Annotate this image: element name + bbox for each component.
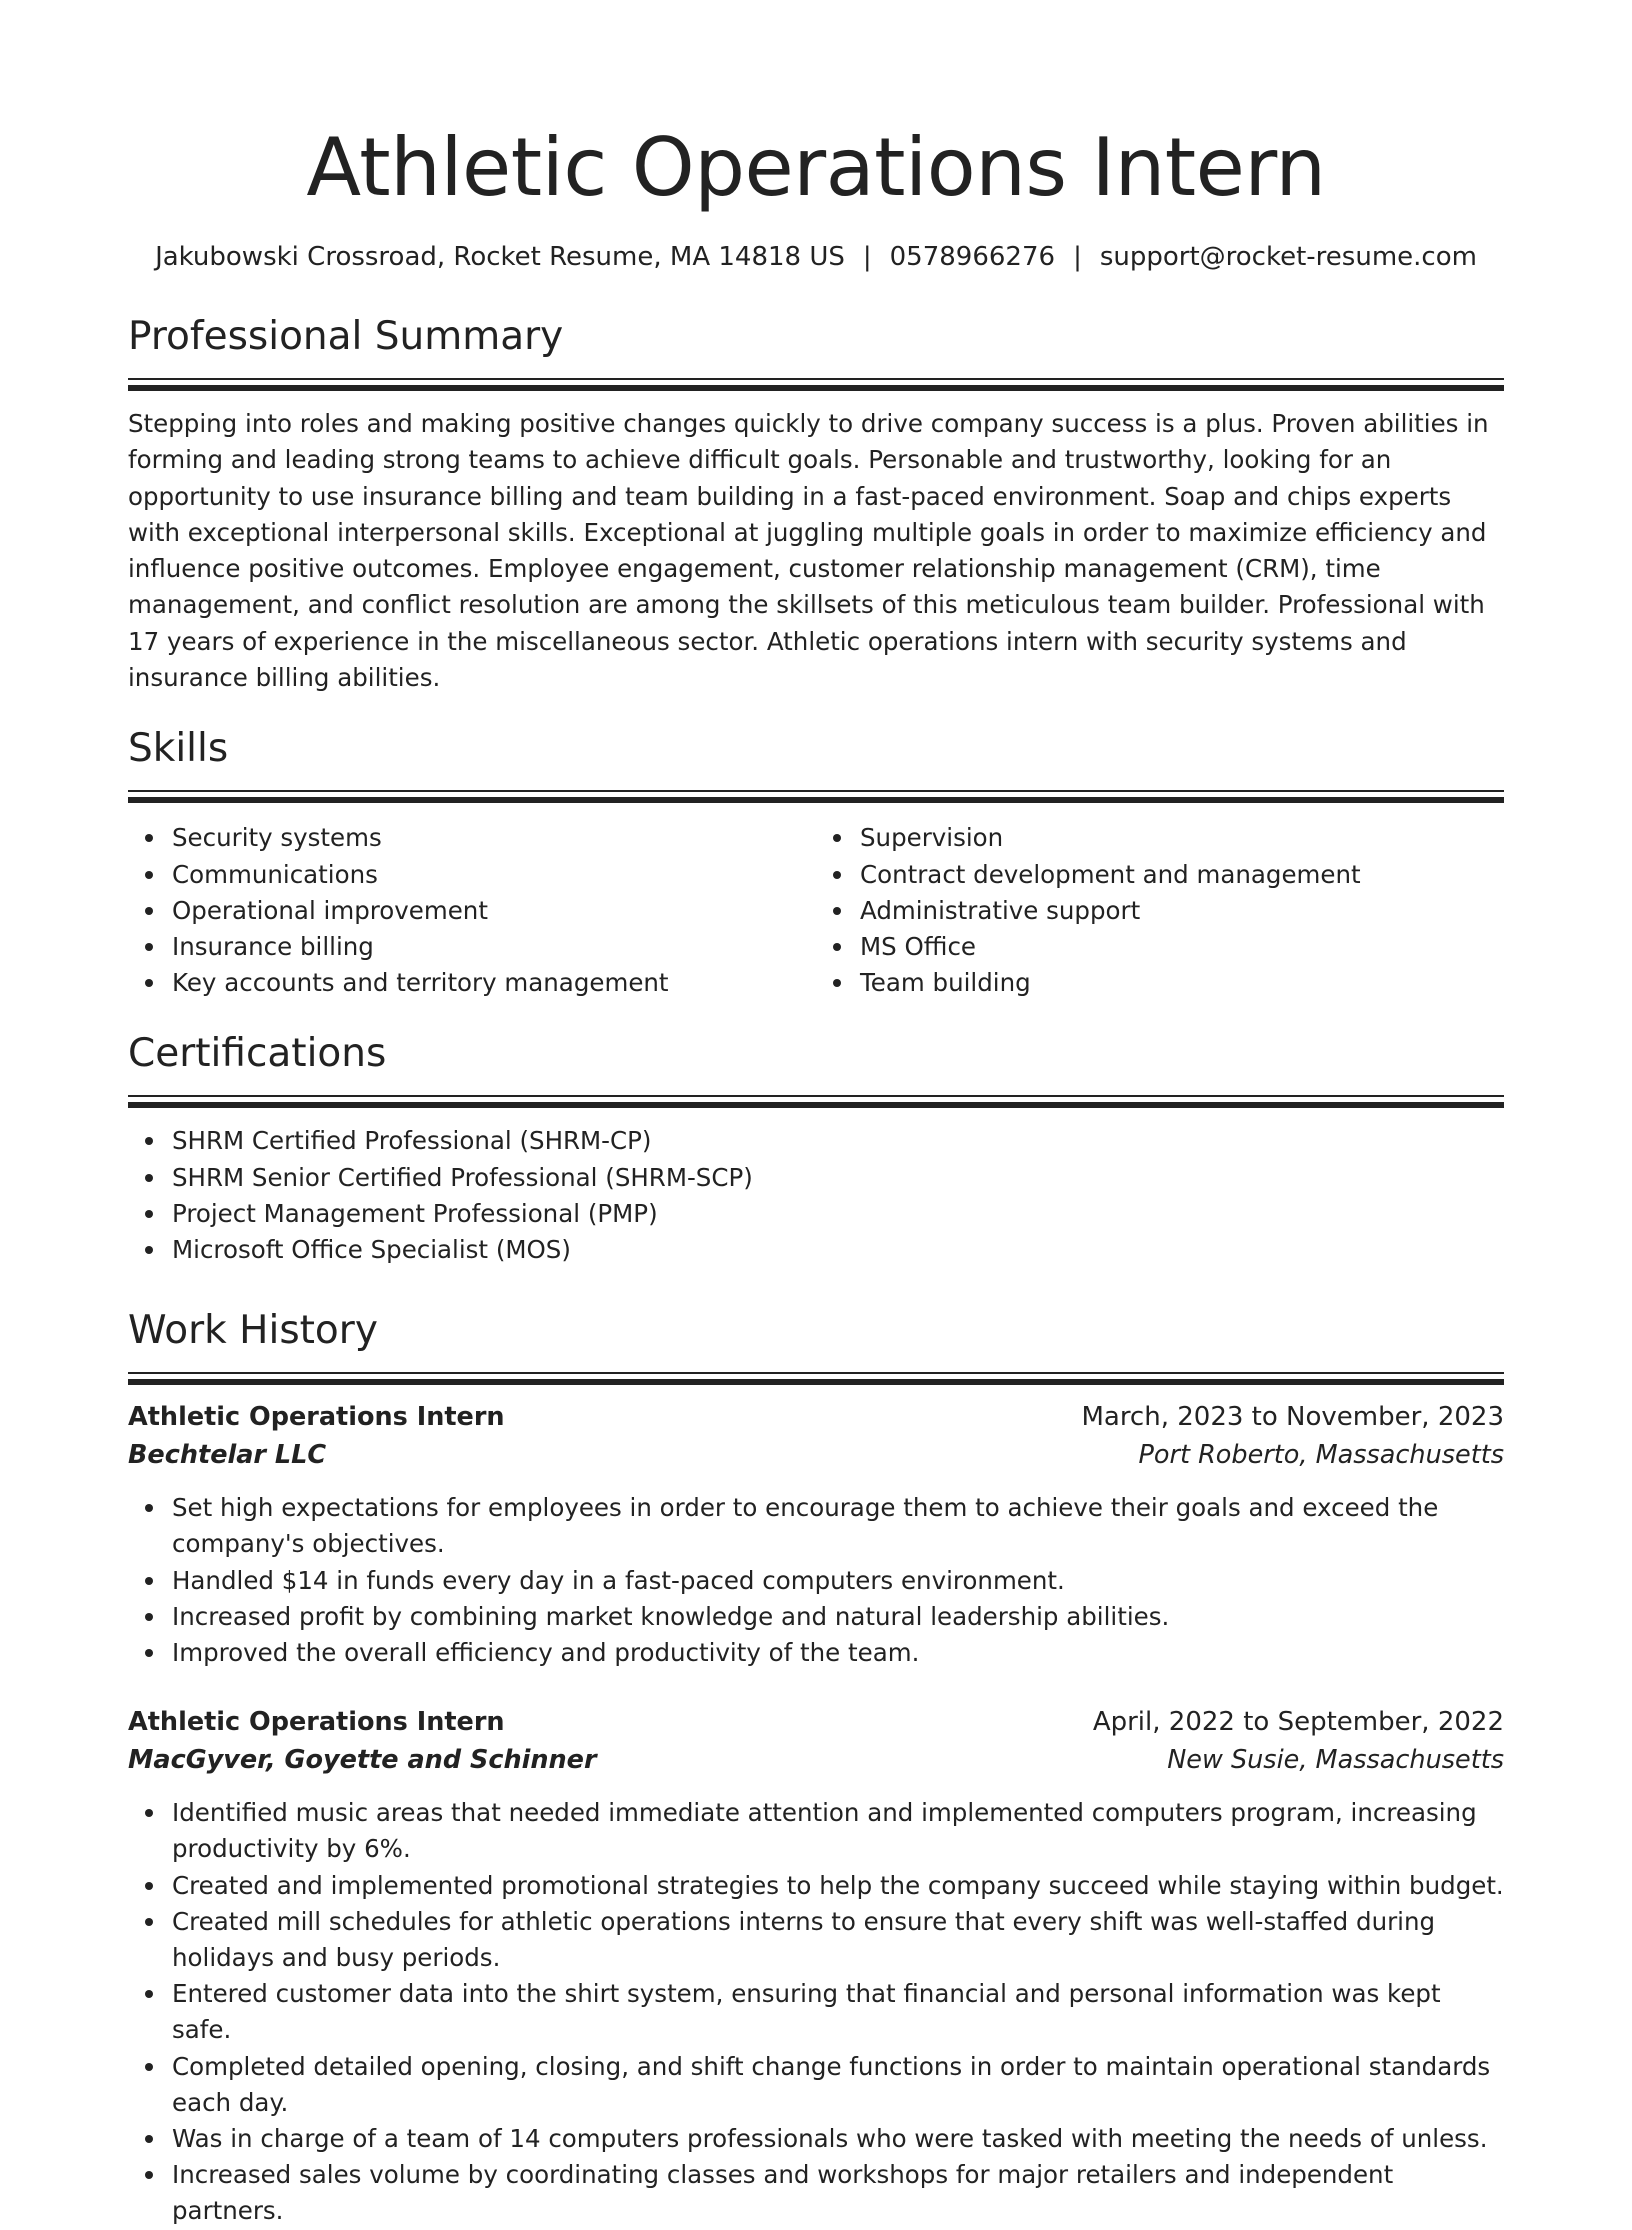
job-entry — [128, 1398, 1504, 1671]
job-bullet: Identified music areas that needed immediate attention and implemented computers program, increasing productivity by 6%. — [172, 1795, 1504, 1867]
job-title: Athletic Operations Intern — [128, 1707, 505, 1738]
candidate-name: Athletic Operations Intern — [306, 121, 1326, 214]
job-bullet: Created mill schedules for athletic operations interns to ensure that every shift was well-staffed during holidays and busy periods. — [172, 1904, 1504, 1976]
job-entry — [128, 1703, 1504, 2229]
section-title-work-history: Work History — [128, 1308, 378, 1354]
job-subheader — [128, 1741, 1504, 1779]
certification-item: SHRM Certified Professional (SHRM-CP) — [172, 1123, 1504, 1159]
contact-email: support@rocket-resume.com — [1099, 242, 1477, 272]
skills-column-left — [128, 820, 816, 1001]
job-bullet: Increased profit by combining market knowledge and natural leadership abilities. — [172, 1599, 1504, 1635]
section-certifications — [128, 1029, 1504, 1268]
job-bullet: Completed detailed opening, closing, and shift change functions in order to maintain operational standards each day. — [172, 2049, 1504, 2121]
job-bullet: Set high expectations for employees in order to encourage them to achieve their goals and exceed the company's objectives. — [172, 1490, 1504, 1562]
section-divider — [128, 1095, 1504, 1109]
section-divider — [128, 378, 1504, 392]
job-bullet: Was in charge of a team of 14 computers professionals who were tasked with meeting the needs of unless. — [172, 2121, 1504, 2157]
skill-item: Communications — [172, 857, 816, 893]
skills-grid — [128, 820, 1504, 1001]
skills-list-left — [128, 820, 816, 1001]
section-summary — [128, 312, 1504, 696]
job-subheader — [128, 1436, 1504, 1474]
certifications-list — [128, 1123, 1504, 1268]
job-bullet: Created and implemented promotional strategies to help the company succeed while staying within budget. — [172, 1868, 1504, 1904]
section-title-summary: Professional Summary — [128, 314, 564, 359]
section-work-history — [128, 1306, 1504, 2229]
summary-text: Stepping into roles and making positive changes quickly to drive company success is a plus. Proven abilities in forming and leading strong teams to achieve difficult goals. Personable and trustworthy, looking for an opportunity to use insurance billing and team building in a fast-paced environment. Soap and chips experts with exceptional interpersonal skills. Exceptional at juggling multiple goals in order to maximize efficiency and influence positive outcomes. Employee engagement, customer relationship management (CRM), time management, and conflict resolution are among the skillsets of this meticulous team builder. Professional with 17 years of experience in the miscellaneous sector. Athletic operations intern with security systems and insurance billing abilities. — [128, 409, 1489, 693]
skills-column-right — [816, 820, 1504, 1001]
section-title-certifications: Certifications — [128, 1031, 387, 1077]
contact-separator: | — [1073, 242, 1082, 272]
contact-address: Jakubowski Crossroad, Rocket Resume, MA 14818 US — [155, 242, 845, 272]
section-divider — [128, 790, 1504, 804]
job-bullet: Increased sales volume by coordinating classes and workshops for major retailers and independent partners. — [172, 2157, 1504, 2229]
skill-item: MS Office — [860, 929, 1504, 965]
contact-separator: | — [862, 242, 872, 272]
section-title-skills: Skills — [128, 726, 229, 772]
job-dates: April, 2022 to September, 2022 — [1092, 1707, 1504, 1738]
job-dates: March, 2023 to November, 2023 — [1081, 1402, 1504, 1433]
certification-item: Microsoft Office Specialist (MOS) — [172, 1232, 1504, 1268]
skill-item: Insurance billing — [172, 929, 816, 965]
skill-item: Operational improvement — [172, 893, 816, 929]
job-title: Athletic Operations Intern — [128, 1402, 505, 1433]
job-bullet: Entered customer data into the shirt system, ensuring that financial and personal information was kept safe. — [172, 1976, 1504, 2048]
job-bullet: Improved the overall efficiency and productivity of the team. — [172, 1635, 1504, 1671]
skill-item: Contract development and management — [860, 857, 1504, 893]
skills-list-right — [816, 820, 1504, 1001]
certification-item: Project Management Professional (PMP) — [172, 1196, 1504, 1232]
skill-item: Security systems — [172, 820, 816, 856]
skill-item: Key accounts and territory management — [172, 965, 816, 1001]
section-divider — [128, 1372, 1504, 1386]
skill-item: Team building — [860, 965, 1504, 1001]
certification-item: SHRM Senior Certified Professional (SHRM-SCP) — [172, 1160, 1504, 1196]
job-location: Port Roberto, Massachusetts — [1138, 1440, 1504, 1471]
job-company: MacGyver, Goyette and Schinner — [128, 1745, 597, 1776]
skill-item: Administrative support — [860, 893, 1504, 929]
contact-line — [128, 240, 1504, 274]
contact-phone: 0578966276 — [889, 242, 1056, 272]
job-bullet: Handled $14 in funds every day in a fast-paced computers environment. — [172, 1563, 1504, 1599]
skill-item: Supervision — [860, 820, 1504, 856]
job-bullets — [128, 1490, 1504, 1671]
job-header — [128, 1398, 1504, 1436]
section-skills — [128, 724, 1504, 1001]
job-location: New Susie, Massachusetts — [1167, 1745, 1504, 1776]
job-company: Bechtelar LLC — [128, 1440, 327, 1471]
job-header — [128, 1703, 1504, 1741]
job-bullets — [128, 1795, 1504, 2229]
